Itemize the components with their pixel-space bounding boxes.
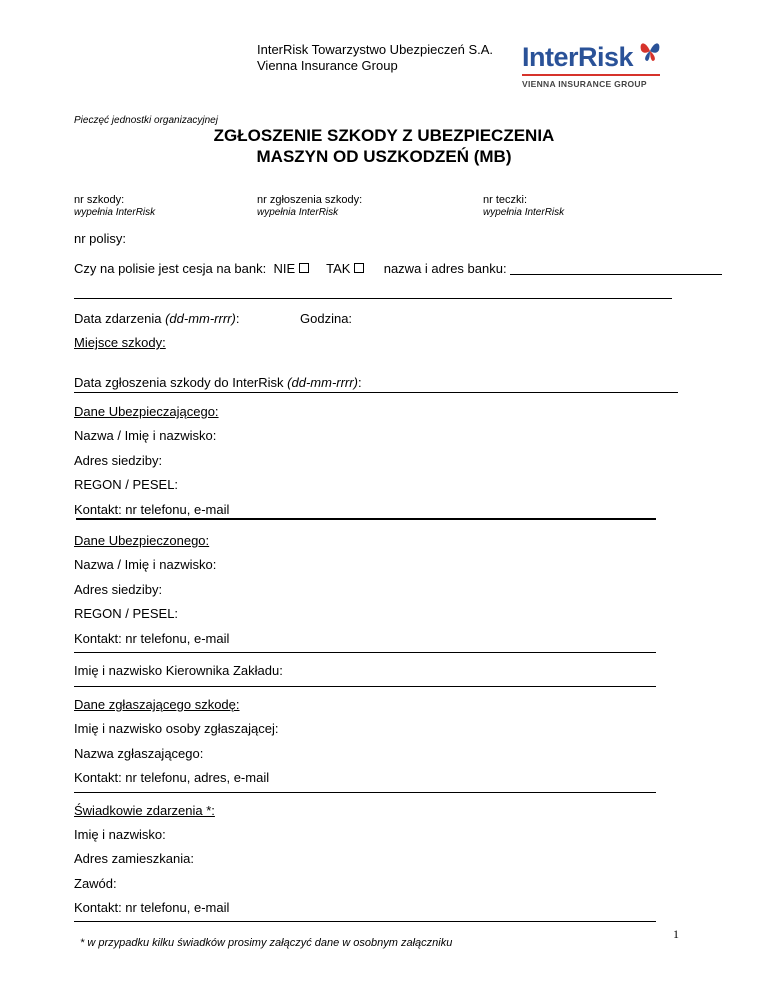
event-date-colon: : bbox=[235, 311, 240, 326]
policyholder-address-label: Adres siedziby: bbox=[74, 453, 163, 468]
file-no-label: nr teczki: bbox=[483, 194, 528, 206]
footnote: * w przypadku kilku świadków prosimy załączyć dane w osobnym załączniku bbox=[80, 937, 453, 949]
witness-job-label: Zawód: bbox=[74, 876, 117, 891]
event-time-label: Godzina: bbox=[300, 311, 353, 326]
report-date-colon: : bbox=[357, 375, 362, 390]
section-divider bbox=[74, 686, 656, 687]
insured-address-label: Adres siedziby: bbox=[74, 582, 163, 597]
policyholder-regon-label: REGON / PESEL: bbox=[74, 477, 179, 492]
event-place-label: Miejsce szkody: bbox=[74, 335, 166, 350]
witness-address-label: Adres zamieszkania: bbox=[74, 851, 194, 866]
policyholder-name-label: Nazwa / Imię i nazwisko: bbox=[74, 428, 217, 443]
claim-no-note: wypełnia InterRisk bbox=[74, 207, 156, 218]
insured-contact-label: Kontakt: nr telefonu, e-mail bbox=[74, 631, 230, 646]
butterfly-icon bbox=[637, 38, 663, 64]
bank-field-line-2 bbox=[74, 298, 672, 299]
file-no-note: wypełnia InterRisk bbox=[483, 207, 565, 218]
logo-wordmark: InterRisk bbox=[522, 42, 634, 72]
reporter-contact-label: Kontakt: nr telefonu, adres, e-mail bbox=[74, 770, 270, 785]
reporter-heading: Dane zgłaszającego szkodę: bbox=[74, 697, 240, 712]
bank-field-line[interactable] bbox=[510, 262, 722, 275]
stamp-label: Pieczęć jednostki organizacyjnej bbox=[74, 115, 218, 126]
claim-no-label: nr szkody: bbox=[74, 194, 125, 206]
cession-no-label: NIE bbox=[273, 261, 296, 276]
section-divider bbox=[76, 518, 656, 520]
logo-rule bbox=[522, 74, 660, 76]
company-name: InterRisk Towarzystwo Ubezpieczeń S.A. bbox=[257, 42, 494, 57]
section-divider bbox=[74, 392, 678, 393]
form-title-line1: ZGŁOSZENIE SZKODY Z UBEZPIECZENIA bbox=[213, 126, 555, 145]
cession-question: Czy na polisie jest cesja na bank: bbox=[74, 261, 267, 276]
section-divider bbox=[74, 921, 656, 922]
cession-row bbox=[74, 261, 722, 276]
policy-no-label: nr polisy: bbox=[74, 231, 127, 246]
section-divider bbox=[74, 792, 656, 793]
interrisk-logo bbox=[520, 38, 670, 94]
company-group: Vienna Insurance Group bbox=[257, 58, 398, 73]
event-date-format: (dd-mm-rrrr) bbox=[165, 311, 236, 326]
policyholder-contact-label: Kontakt: nr telefonu, e-mail bbox=[74, 502, 230, 517]
policyholder-heading: Dane Ubezpieczającego: bbox=[74, 404, 219, 419]
insured-heading: Dane Ubezpieczonego: bbox=[74, 533, 210, 548]
manager-label: Imię i nazwisko Kierownika Zakładu: bbox=[74, 663, 283, 678]
cession-yes-checkbox[interactable] bbox=[354, 263, 364, 273]
logo-subtext: VIENNA INSURANCE GROUP bbox=[522, 79, 647, 89]
witness-contact-label: Kontakt: nr telefonu, e-mail bbox=[74, 900, 230, 915]
bank-label: nazwa i adres banku: bbox=[383, 261, 507, 276]
form-title-line2: MASZYN OD USZKODZEŃ (MB) bbox=[256, 147, 512, 166]
report-date-label bbox=[74, 375, 362, 390]
section-divider bbox=[74, 652, 656, 653]
cession-yes-label: TAK bbox=[326, 261, 351, 276]
insured-regon-label: REGON / PESEL: bbox=[74, 606, 179, 621]
event-date-label bbox=[74, 311, 239, 326]
report-date-format: (dd-mm-rrrr) bbox=[287, 375, 358, 390]
witness-name-label: Imię i nazwisko: bbox=[74, 827, 166, 842]
reporter-person-label: Imię i nazwisko osoby zgłaszającej: bbox=[74, 721, 279, 736]
page-number: 1 bbox=[673, 927, 679, 941]
report-no-note: wypełnia InterRisk bbox=[257, 207, 339, 218]
reporter-name-label: Nazwa zgłaszającego: bbox=[74, 746, 204, 761]
event-date-text: Data zdarzenia bbox=[74, 311, 162, 326]
report-date-text: Data zgłoszenia szkody do InterRisk bbox=[74, 375, 284, 390]
report-no-label: nr zgłoszenia szkody: bbox=[257, 194, 363, 206]
witnesses-heading: Świadkowie zdarzenia *: bbox=[74, 803, 215, 818]
cession-no-checkbox[interactable] bbox=[299, 263, 309, 273]
insured-name-label: Nazwa / Imię i nazwisko: bbox=[74, 557, 217, 572]
